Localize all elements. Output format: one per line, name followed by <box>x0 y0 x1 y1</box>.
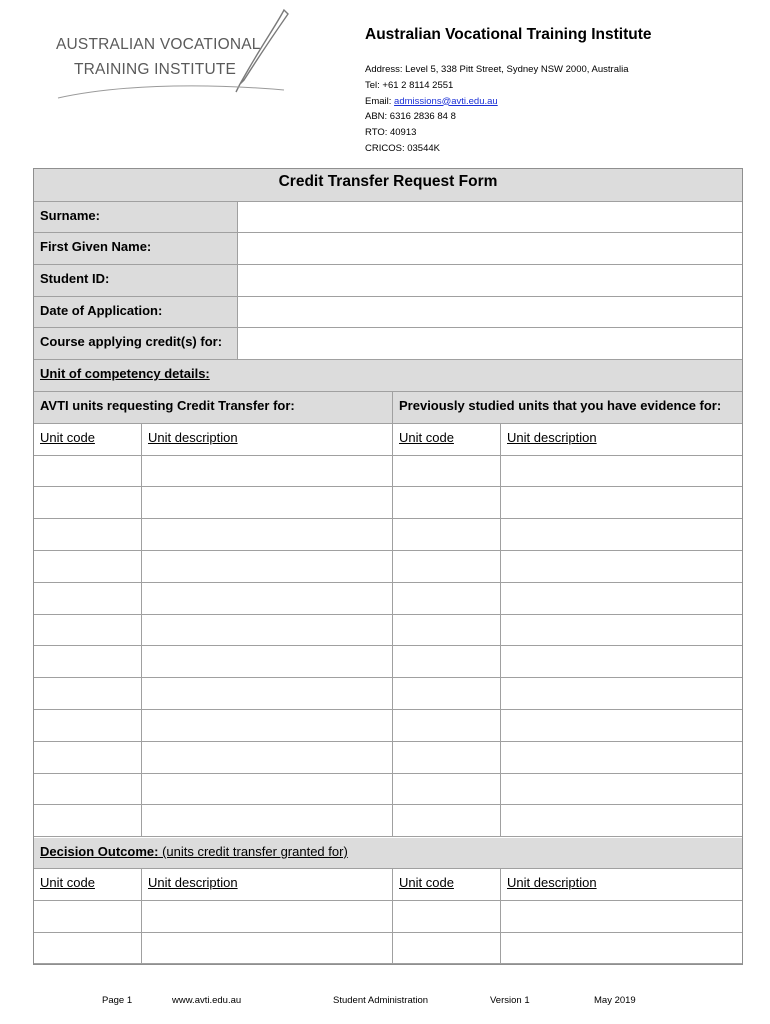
unit-row-unit-description-cell[interactable] <box>501 519 742 551</box>
footer-department: Student Administration <box>333 995 429 1006</box>
date-of-application-input[interactable] <box>238 297 742 328</box>
unit-row-unit-description-cell[interactable] <box>142 646 393 678</box>
unit-row-unit-code-cell[interactable] <box>34 456 142 487</box>
unit-code-column-header: Unit code <box>393 424 501 456</box>
unit-description-column-header: Unit description <box>501 424 742 456</box>
unit-row-unit-code-cell[interactable] <box>34 742 142 774</box>
unit-row-unit-description-cell[interactable] <box>501 615 742 646</box>
unit-row-unit-description-cell[interactable] <box>501 805 742 837</box>
first-name-label: First Given Name: <box>34 233 238 265</box>
avti-units-header: AVTI units requesting Credit Transfer for: <box>34 392 393 424</box>
unit-row-unit-description-cell[interactable] <box>501 742 742 774</box>
unit-row-unit-code-cell[interactable] <box>393 487 501 519</box>
footer-website[interactable]: www.avti.edu.au <box>172 995 242 1006</box>
unit-row-unit-description-cell[interactable] <box>501 646 742 678</box>
student-id-input[interactable] <box>238 265 742 297</box>
unit-row-unit-code-cell[interactable] <box>34 487 142 519</box>
unit-row-unit-code-cell[interactable] <box>34 646 142 678</box>
decision-row-unit-code-cell[interactable] <box>34 933 142 964</box>
logo-text-line1: AUSTRALIAN VOCATIONAL <box>56 36 261 53</box>
decision-row-unit-code-cell[interactable] <box>393 933 501 964</box>
unit-row-unit-code-cell[interactable] <box>393 710 501 742</box>
student-id-label: Student ID: <box>34 265 238 297</box>
unit-row-unit-description-cell[interactable] <box>501 551 742 583</box>
unit-row-unit-code-cell[interactable] <box>34 678 142 710</box>
footer-version: Version 1 <box>490 995 530 1006</box>
unit-row-unit-description-cell[interactable] <box>501 456 742 487</box>
unit-row-unit-description-cell[interactable] <box>142 615 393 646</box>
organisation-name: Australian Vocational Training Institute <box>365 26 652 43</box>
decision-row-unit-code-cell[interactable] <box>34 901 142 933</box>
decision-outcome-heading <box>34 838 742 869</box>
unit-row-unit-description-cell[interactable] <box>501 774 742 805</box>
unit-row-unit-code-cell[interactable] <box>34 710 142 742</box>
decision-row-unit-description-cell[interactable] <box>501 933 742 964</box>
unit-row-unit-code-cell[interactable] <box>34 583 142 615</box>
unit-description-column-header: Unit description <box>142 424 393 456</box>
unit-row-unit-description-cell[interactable] <box>142 519 393 551</box>
org-rto: RTO: 40913 <box>365 127 417 139</box>
unit-row-unit-code-cell[interactable] <box>34 551 142 583</box>
unit-row-unit-code-cell[interactable] <box>34 774 142 805</box>
surname-label: Surname: <box>34 202 238 233</box>
date-of-application-label: Date of Application: <box>34 297 238 328</box>
org-email-line <box>365 94 760 110</box>
course-label: Course applying credit(s) for: <box>34 328 238 360</box>
decision-row-unit-code-cell[interactable] <box>393 901 501 933</box>
unit-code-column-header: Unit code <box>34 424 142 456</box>
unit-description-column-header: Unit description <box>501 869 742 901</box>
org-address: Address: Level 5, 338 Pitt Street, Sydney NSW 2000, Australia <box>365 64 629 75</box>
org-tel: Tel: +61 2 8114 2551 <box>365 79 454 91</box>
logo-text-line2: TRAINING INSTITUTE <box>74 61 237 78</box>
decision-row-unit-description-cell[interactable] <box>142 933 393 964</box>
unit-row-unit-description-cell[interactable] <box>142 678 393 710</box>
unit-row-unit-description-cell[interactable] <box>501 487 742 519</box>
unit-row-unit-code-cell[interactable] <box>393 456 501 487</box>
first-name-input[interactable] <box>238 233 742 265</box>
org-email-label: Email: <box>365 95 395 107</box>
form-title: Credit Transfer Request Form <box>34 169 742 202</box>
decision-row-unit-description-cell[interactable] <box>142 901 393 933</box>
course-input[interactable] <box>238 328 742 360</box>
unit-row-unit-description-cell[interactable] <box>142 710 393 742</box>
credit-transfer-form <box>33 168 743 965</box>
unit-row-unit-description-cell[interactable] <box>501 710 742 742</box>
organisation-details <box>365 26 760 157</box>
unit-row-unit-code-cell[interactable] <box>34 805 142 837</box>
unit-description-column-header: Unit description <box>142 869 393 901</box>
unit-row-unit-code-cell[interactable] <box>393 805 501 837</box>
unit-row-unit-description-cell[interactable] <box>142 774 393 805</box>
unit-row-unit-code-cell[interactable] <box>34 615 142 646</box>
org-email-link[interactable]: admissions@avti.edu.au <box>394 95 498 107</box>
unit-code-column-header: Unit code <box>393 869 501 901</box>
unit-row-unit-code-cell[interactable] <box>393 583 501 615</box>
unit-row-unit-code-cell[interactable] <box>393 774 501 805</box>
unit-row-unit-code-cell[interactable] <box>34 519 142 551</box>
unit-row-unit-description-cell[interactable] <box>142 742 393 774</box>
surname-input[interactable] <box>238 202 742 233</box>
quill-pen-icon <box>52 8 292 108</box>
unit-row-unit-description-cell[interactable] <box>142 805 393 837</box>
unit-code-column-header: Unit code <box>34 869 142 901</box>
unit-row-unit-code-cell[interactable] <box>393 615 501 646</box>
decision-row-unit-description-cell[interactable] <box>501 901 742 933</box>
unit-row-unit-description-cell[interactable] <box>142 456 393 487</box>
decision-outcome-note: (units credit transfer granted for) <box>158 844 348 859</box>
unit-row-unit-code-cell[interactable] <box>393 646 501 678</box>
org-cricos: CRICOS: 03544K <box>365 142 440 154</box>
unit-row-unit-description-cell[interactable] <box>501 583 742 615</box>
unit-section-heading: Unit of competency details: <box>34 360 742 392</box>
unit-row-unit-code-cell[interactable] <box>393 519 501 551</box>
unit-row-unit-code-cell[interactable] <box>393 551 501 583</box>
unit-row-unit-description-cell[interactable] <box>142 583 393 615</box>
previous-units-header: Previously studied units that you have evidence for: <box>393 392 742 424</box>
unit-row-unit-description-cell[interactable] <box>142 551 393 583</box>
institute-logo <box>52 8 292 108</box>
footer-page: Page 1 <box>102 995 133 1006</box>
unit-row-unit-description-cell[interactable] <box>501 678 742 710</box>
unit-row-unit-code-cell[interactable] <box>393 678 501 710</box>
org-abn: ABN: 6316 2836 84 8 <box>365 111 456 123</box>
unit-row-unit-description-cell[interactable] <box>142 487 393 519</box>
decision-outcome-label: Decision Outcome: <box>40 844 159 859</box>
footer-date: May 2019 <box>594 995 636 1006</box>
unit-row-unit-code-cell[interactable] <box>393 742 501 774</box>
